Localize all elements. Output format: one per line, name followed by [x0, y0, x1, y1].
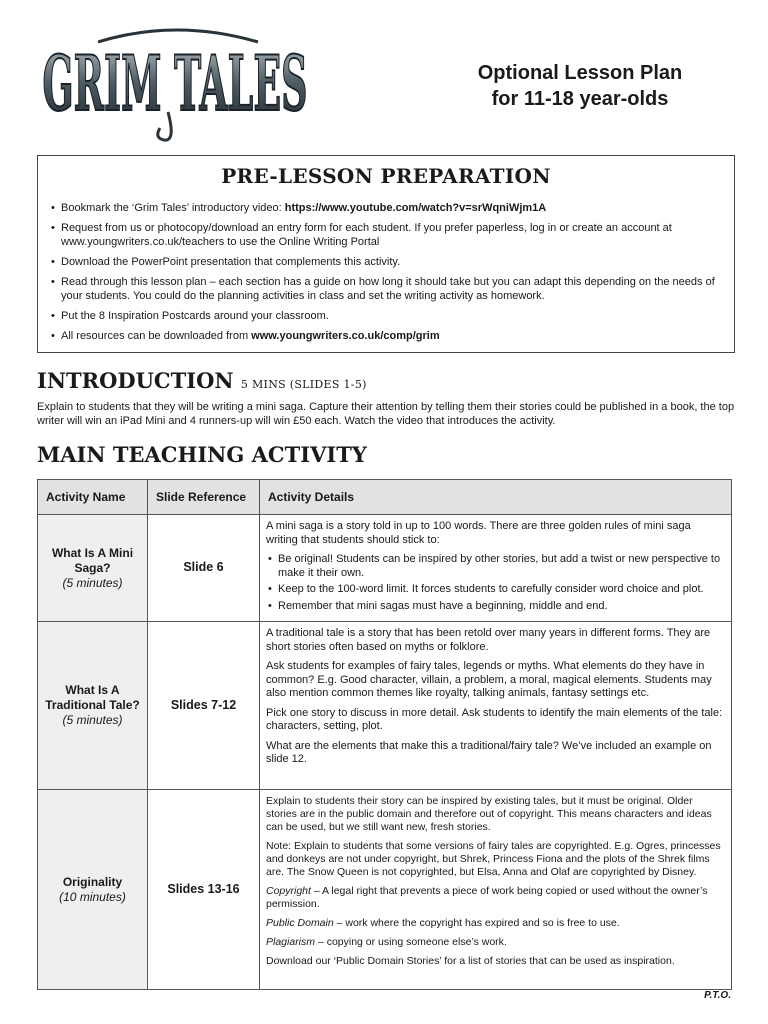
prep-item: • All resources can be downloaded from www.youngwriters.co.uk/comp/grim [51, 329, 731, 343]
grim-tales-logo [38, 22, 313, 144]
activity-details-cell: A traditional tale is a story that has been retold over many years in different forms. They are short stories often based on myths or folklore. Ask students for examples of fairy tales, legends or myths. What elements do they have in common? E.g. Good character, villain, a problem, a moral, magical elements. Students may also mention common themes like royalty, talking animals, fantasy settings etc. Pick one story to discuss in more detail. Ask students to identify the main elements of the tale: characters, setting, plot. What are the elements that make this a traditional/fairy tale? We’ve included an example on slide 12. [260, 622, 732, 790]
introduction-heading: INTRODUCTION 5 MINS (SLIDES 1-5) [37, 368, 367, 393]
pre-lesson-preparation-box [37, 155, 735, 353]
activity-name-cell: Originality (10 minutes) [38, 790, 148, 990]
slide-reference-cell: Slides 13-16 [148, 790, 260, 990]
prep-item: • Bookmark the ‘Grim Tales’ introductory video: https://www.youtube.com/watch?v=srWqniWjm1A [51, 201, 731, 215]
table-row [38, 515, 732, 622]
logo-text: GRIM TALES [42, 39, 308, 128]
video-link[interactable]: https://www.youtube.com/watch?v=srWqniWjm1A [284, 202, 547, 214]
activity-details-cell: A mini saga is a story told in up to 100 words. There are three golden rules of mini saga writing that students should stick to: • Be original! Students can be inspired by other stories, but add a twist or new perspective to make it their own. • Keep to the 100-word limit. It forces students to carefully consider word choice and plot. • Remember that mini sagas must have a beginning, middle and end. [260, 515, 732, 622]
prep-item: • Download the PowerPoint presentation that complements this activity. [51, 255, 731, 269]
lesson-plan-title: Optional Lesson Plan for 11-18 year-olds [477, 62, 683, 110]
page-turn-note: P.T.O. [704, 990, 731, 1001]
slide-reference-cell: Slides 7-12 [148, 622, 260, 790]
activity-name-cell: What Is A Mini Saga? (5 minutes) [38, 515, 148, 622]
table-header-row [38, 480, 732, 515]
table-row [38, 790, 732, 990]
prep-heading: PRE-LESSON PREPARATION [221, 164, 551, 188]
column-header-slide-reference: Slide Reference [148, 480, 260, 515]
introduction-duration: 5 MINS (SLIDES 1-5) [240, 378, 367, 391]
introduction-text: Explain to students that they will be writing a mini saga. Capture their attention by telling them their stories could be published in a book, the top writer will win an iPad Mini and 4 runners-up will win £50 each. Watch the video that introduces the activity. [37, 401, 735, 427]
activity-name-cell: What Is A Traditional Tale? (5 minutes) [38, 622, 148, 790]
column-header-activity-name: Activity Name [38, 480, 148, 515]
prep-list [51, 201, 731, 349]
table-row [38, 622, 732, 790]
prep-item: • Read through this lesson plan – each section has a guide on how long it should take but you can adapt this depending on the needs of your students. You could do the planning activities in class and set the writing activity as homework. [51, 275, 731, 303]
resources-link[interactable]: www.youngwriters.co.uk/comp/grim [251, 330, 440, 342]
activity-table [37, 479, 732, 990]
slide-reference-cell: Slide 6 [148, 515, 260, 622]
activity-details-cell: Explain to students their story can be inspired by existing tales, but it must be original. Older stories are in the public domain and therefore out of copyright. This means characters and ideas can be used, but we still want new, fresh stories. Note: Explain to students that some versions of fairy tales are copyrighted. E.g. Ogres, princesses and donkeys are not under copyright, but Shrek, Princess Fiona and the plots of the Shrek films are. The Snow Queen is not copyrighted, but Elsa, Anna and Olaf are copyrighted by Disney. Copyright – A legal right that prevents a piece of work being copied or used without the owner’s permission. Public Domain – work where the copyright has expired and so is free to use. Plagiarism – copying or using someone else’s work. Download our ‘Public Domain Stories’ for a list of stories that can be used as inspiration. [260, 790, 732, 990]
main-activity-heading: MAIN TEACHING ACTIVITY [37, 442, 367, 467]
prep-item: • Request from us or photocopy/download an entry form for each student. If you prefer paperless, log in or create an account at www.youngwriters.co.uk/teachers to use the Online Writing Portal [51, 221, 731, 249]
prep-item: • Put the 8 Inspiration Postcards around your classroom. [51, 309, 731, 323]
column-header-activity-details: Activity Details [260, 480, 732, 515]
